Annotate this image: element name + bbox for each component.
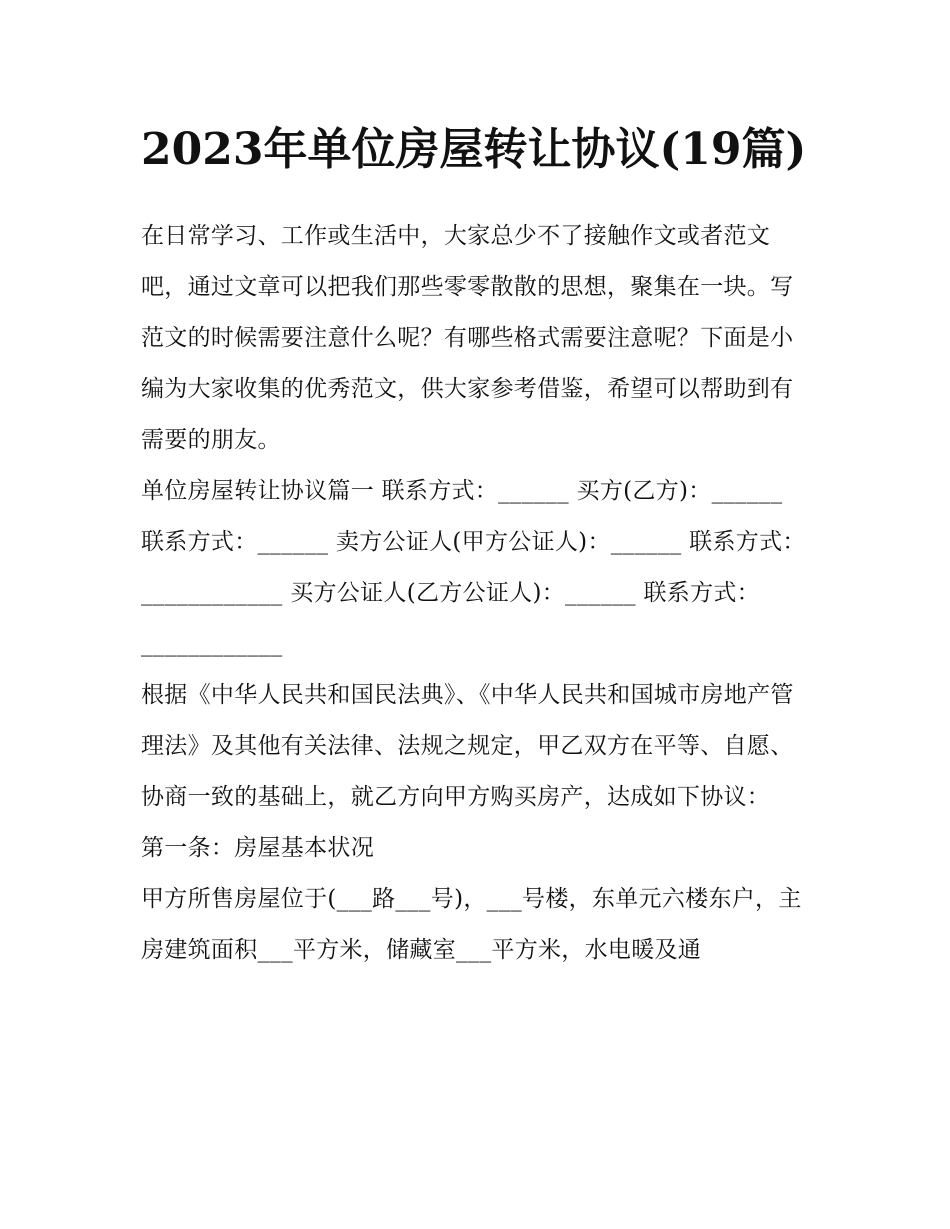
article-one-heading: 第一条：房屋基本状况	[141, 835, 374, 861]
title-spacer	[141, 187, 813, 211]
legal-basis-paragraph: 根据《中华人民共和国民法典》、《中华人民共和国城市房地产管理法》及其他有关法律、法规之规定，甲乙双方在平等、自愿、协商一致的基础上，就乙方向甲方购买房产，达成如下协议：	[141, 682, 794, 810]
property-description-paragraph: 甲方所售房屋位于(___路___号)，___号楼，东单元六楼东户，主房建筑面积___平方米，储藏室___平方米，水电暖及通	[141, 886, 802, 963]
document-page	[141, 112, 813, 976]
document-title: 2023年单位房屋转让协议(19篇)	[141, 124, 807, 175]
contact-paragraph: 单位房屋转让协议篇一 联系方式：______ 买方(乙方)：______ 联系方式：______ 卖方公证人(甲方公证人)：______ 联系方式：____________ 买方公证人(乙方公证人)：______ 联系方式：____________	[141, 478, 806, 657]
intro-paragraph: 在日常学习、工作或生活中，大家总少不了接触作文或者范文吧，通过文章可以把我们那些零零散散的思想，聚集在一块。写范文的时候需要注意什么呢？有哪些格式需要注意呢？下面是小编为大家收集的优秀范文，供大家参考借鉴，希望可以帮助到有需要的朋友。	[141, 223, 794, 453]
